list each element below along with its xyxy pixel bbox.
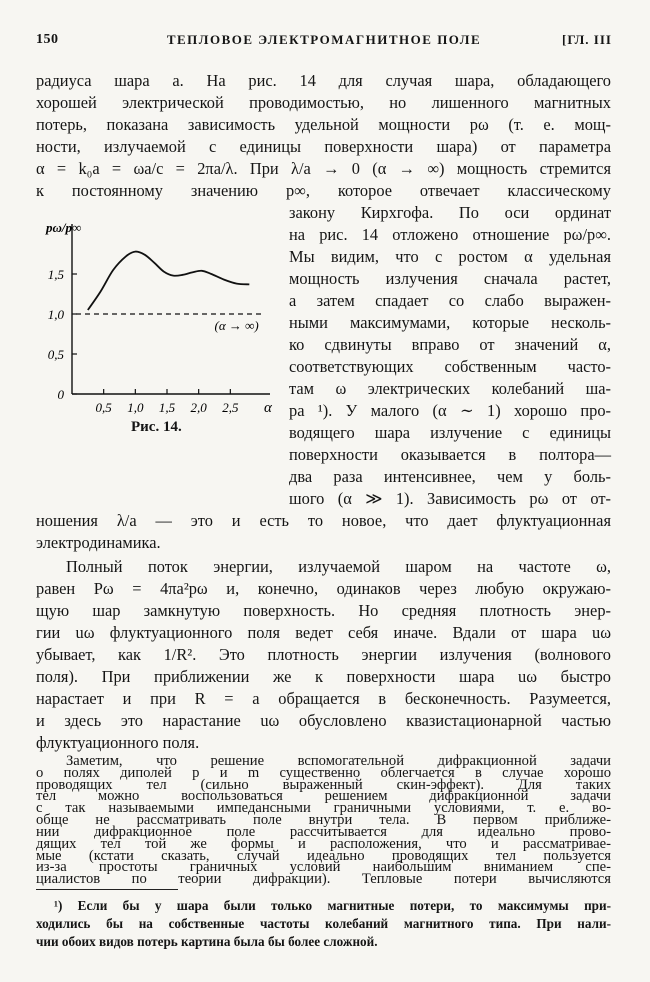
data-curve — [88, 252, 250, 310]
y-tick-label: 0 — [57, 387, 64, 402]
text-line: мые (кстати сказать, случай идеально проводящих тел пользуется — [36, 847, 611, 864]
text-line: ко сдвинуты вправо от значений α, — [289, 335, 611, 354]
text-line: там ω электрических колебаний ша- — [289, 379, 611, 398]
text-line: нии дифракционное поле рассчитывается для идеально прово- — [36, 823, 611, 840]
asymptote-label: (α → ∞) — [214, 318, 259, 333]
text-line: с так называемыми импедансными граничными условиями, т. е. во- — [36, 800, 611, 817]
text-line: потерь, показана зависимость удельной мощности pω (т. е. мощ- — [36, 115, 611, 134]
text-line: к постоянному значению p∞, которое отвечает классическому — [36, 181, 611, 200]
text-line: хорошей электрической проводимостью, но лишенного магнитных — [36, 93, 611, 112]
text-line: дящих тел той же формы и расположения, что и рассматривае- — [36, 835, 611, 852]
y-axis-label: pω/p∞ — [46, 220, 82, 235]
text-line: и здесь это нарастание uω обусловлено квазистационарной частью — [36, 711, 611, 730]
chapter-label: [ГЛ. III — [561, 32, 612, 47]
text-line: щую шар замкнутую поверхность. Но средняя плотность энер- — [36, 601, 611, 620]
figure-caption: Рис. 14. — [131, 419, 182, 435]
text-line: ными максимумами, которые несколь- — [289, 313, 611, 332]
text-line: мощность излучения сначала растет, — [289, 269, 611, 288]
text-line: Полный поток энергии, излучаемой шаром на частоте ω, — [66, 557, 611, 576]
x-tick-label: 1,5 — [158, 400, 176, 415]
text-line: тел можно воспользоваться решением дифракционной задачи — [36, 788, 611, 805]
text-line: водящего шара излучение с единицы — [289, 423, 611, 442]
text-line: на рис. 14 отложено отношение pω/p∞. — [289, 225, 611, 244]
footnote-line: ¹) Если бы у шара были только магнитные потери, то максимумы при- — [54, 898, 611, 913]
text-line: α = k₀a = ωa/c = 2πa/λ. При λ/a → 0 (α → ∞) мощность стремится — [36, 159, 611, 178]
text-line: нарастает и при R = a обращается в бесконечность. Разумеется, — [36, 689, 611, 708]
page-header — [36, 32, 612, 52]
footnote-line: чии обоих видов потерь картина была бы более сложной. — [36, 934, 378, 949]
x-tick-label: 1,0 — [127, 400, 144, 415]
text-line: радиуса шара a. На рис. 14 для случая шара, обладающего — [36, 71, 611, 90]
running-title: ТЕПЛОВОЕ ЭЛЕКТРОМАГНИТНОЕ ПОЛЕ — [166, 32, 482, 47]
page-number: 150 — [36, 32, 59, 47]
x-tick-label: 2,5 — [222, 400, 239, 415]
text-line: флуктуационного поля. — [36, 733, 200, 752]
text-line: о полях диполей p и m существенно облегчается в случае хорошо — [36, 764, 611, 781]
x-axis-label: α — [264, 400, 272, 416]
y-tick-label: 1,0 — [47, 307, 64, 322]
text-line: из-за простоты граничных условий наибольшим вниманием спе- — [36, 859, 611, 876]
figure-14 — [34, 204, 274, 434]
text-line: закону Кирхгофа. По оси ординат — [289, 203, 611, 222]
text-line: поверхности оказывается в полтора— — [289, 445, 611, 464]
y-tick-label: 0,5 — [47, 347, 64, 362]
x-tick-label: 2,0 — [190, 400, 207, 415]
text-line: поля). При приближении же к поверхности шара uω быстро — [36, 667, 611, 686]
text-line: ра ¹). У малого (α ∼ 1) хорошо про- — [289, 401, 611, 420]
text-line: два раза интенсивнее, чем у боль- — [289, 467, 611, 486]
text-line: гии uω флуктуационного поля ведет себя иначе. Вдали от шара uω — [36, 623, 611, 642]
footnote-rule — [36, 889, 178, 890]
text-line: циалистов по теории дифракции). Тепловые потери вычисляются — [36, 871, 611, 888]
text-line: ности, излучаемой с единицы поверхности шара) от параметра — [36, 137, 611, 156]
text-line: обще не рассматривать поле внутри тела. В первом приближе- — [36, 812, 611, 829]
text-line: Заметим, что решение вспомогательной дифракционной задачи — [66, 753, 611, 769]
text-line: убывает, как 1/R². Это плотность энергии излучения (волнового — [36, 645, 611, 664]
text-line: шого (α ≫ 1). Зависимость pω от от- — [289, 489, 611, 508]
text-line: проводящих тел (сильно выраженный скин-эффект). Для таких — [36, 776, 611, 793]
figure-14-plot — [34, 204, 274, 419]
footnote-line: ходились бы на собственные частоты колебаний магнитного типа. При нали- — [36, 916, 611, 931]
text-line: равен Pω = 4πa²pω и, конечно, одинаков через любую окружаю- — [36, 579, 611, 598]
text-line: соответствующих собственным часто- — [289, 357, 611, 376]
text-line: Мы видим, что с ростом α удельная — [289, 247, 611, 266]
x-tick-label: 0,5 — [95, 400, 112, 415]
y-tick-label: 1,5 — [47, 267, 64, 282]
text-line: электродинамика. — [36, 533, 161, 552]
text-line: ношения λ/a — это и есть то новое, что дает флуктуационная — [36, 511, 611, 530]
text-line: а затем спадает со слабо выражен- — [289, 291, 611, 310]
